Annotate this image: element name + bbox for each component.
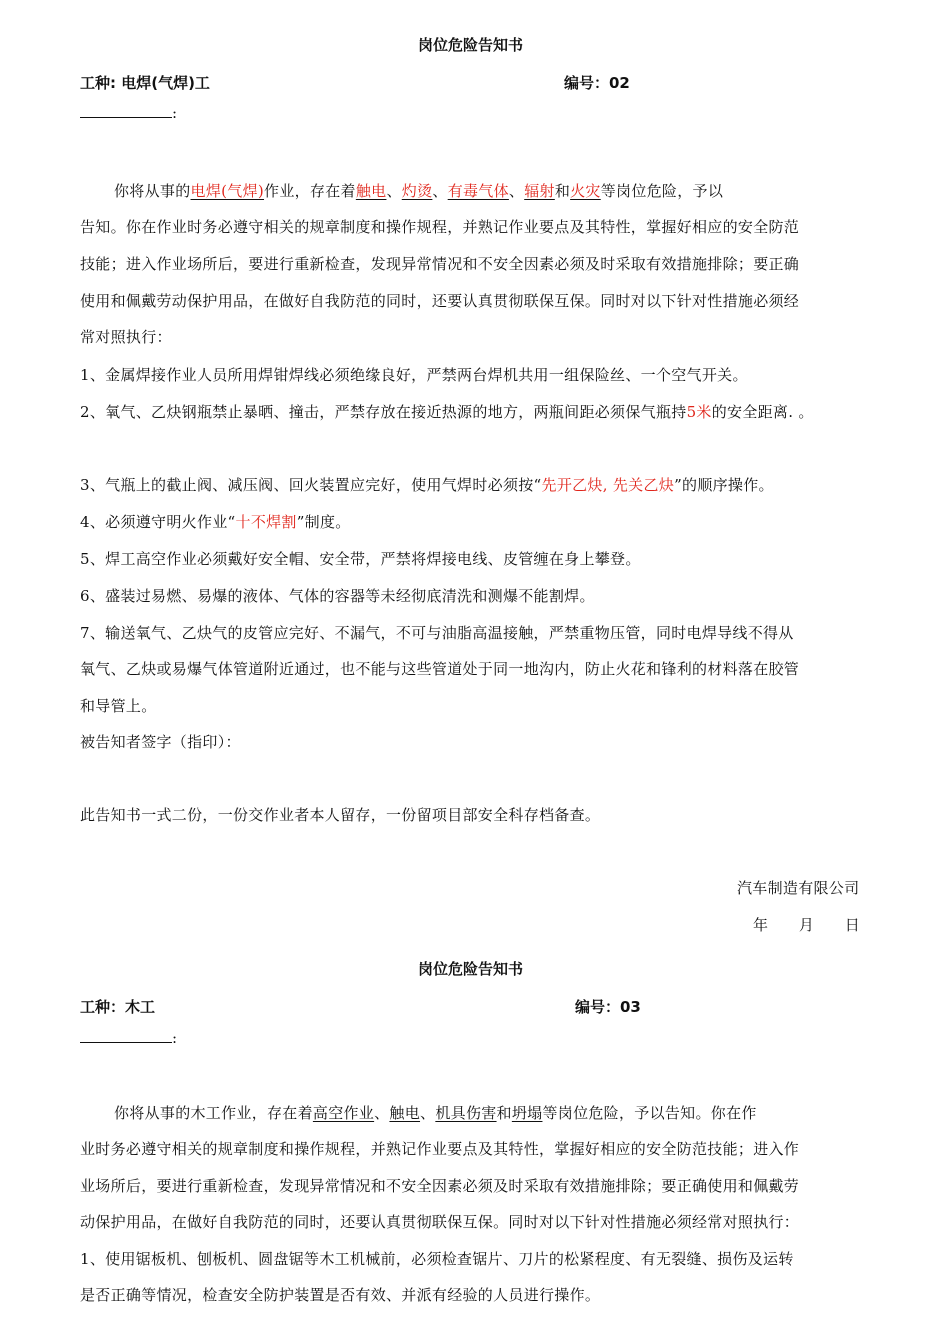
notice1-item6: 6、盛装过易燃、易爆的液体、气体的容器等未经彻底清洗和测爆不能割焊。: [80, 587, 595, 605]
notice2-intro-line3: 业场所后，要进行重新检查，发现异常情况和不安全因素必须及时采取有效措施排除；要正确使用和佩戴劳: [80, 1177, 800, 1195]
conjunction: 和: [554, 182, 571, 200]
item-text: 3、气瓶上的截止阀、减压阀、回火装置应完好，使用气焊时必须按“: [80, 476, 542, 494]
notice1-job-type: 工种: 电焊(气焊)工: [80, 74, 210, 92]
notice1-item3: [80, 474, 774, 495]
notice1-intro-line2: 告知。你在作业时务必遵守相关的规章制度和操作规程，并熟记作业要点及其特性，掌握好相应的安全防范: [80, 218, 800, 236]
hazard-height: 高空作业: [312, 1104, 375, 1122]
intro-text: 等岗位危险，予以: [600, 182, 724, 200]
highlight-rule: 十不焊割: [235, 513, 297, 531]
separator: 、: [508, 182, 525, 200]
notice2-item1-line2: 是否正确等情况，检查安全防护装置是否有效、并派有经验的人员进行操作。: [80, 1286, 601, 1304]
intro-text: 等岗位危险，予以告知。你在作: [542, 1104, 757, 1122]
notice1-name-blank: [80, 103, 177, 122]
notice2-title: 岗位危险告知书: [418, 960, 524, 978]
intro-text: 你将从事的木工作业，存在着: [114, 1104, 313, 1122]
notice1-item7-line2: 氧气、乙炔或易爆气体管道附近通过，也不能与这些管道处于同一地沟内，防止火花和锋利的材料落在胶管: [80, 660, 800, 678]
hazard-electric-shock: 触电: [389, 1104, 421, 1122]
separator: 、: [374, 1104, 390, 1122]
separator: 、: [420, 1104, 436, 1122]
intro-text: 作业，存在着: [264, 182, 356, 200]
notice1-item4: [80, 511, 351, 532]
notice1-item7-line1: 7、输送氧气、乙炔气的皮管应完好、不漏气，不可与油脂高温接触，严禁重物压管，同时电焊导线不得从: [80, 624, 794, 642]
item-text: 的安全距离. 。: [711, 403, 814, 421]
separator: 、: [432, 182, 448, 200]
notice2-intro-line1: [114, 1102, 757, 1123]
conjunction: 和: [496, 1104, 512, 1122]
item-text: ”的顺序操作。: [674, 476, 774, 494]
notice2-intro-line2: 业时务必遵守相关的规章制度和操作规程，并熟记作业要点及其特性，掌握好相应的安全防范技能；进入作: [80, 1140, 800, 1158]
highlight-distance: 5米: [686, 403, 712, 421]
notice2-item1-line1: 1、使用锯板机、刨板机、圆盘锯等木工机械前，必须检查锯片、刀片的松紧程度、有无裂缝、损伤及运转: [80, 1250, 794, 1268]
intro-text: 你将从事的: [114, 182, 191, 200]
blank-line: [80, 103, 172, 118]
hazard-burn: 灼烫: [401, 182, 433, 200]
notice2-name-blank: [80, 1028, 177, 1047]
highlight-procedure: 先开乙炔, 先关乙炔: [541, 476, 675, 494]
notice1-item1: 1、金属焊接作业人员所用焊钳焊线必须绝缘良好，严禁两台焊机共用一组保险丝、一个空气开关。: [80, 366, 748, 384]
item-text: 2、氧气、乙炔钢瓶禁止暴晒、撞击，严禁存放在接近热源的地方，两瓶间距必须保气瓶持: [80, 403, 687, 421]
notice1-number: 编号：02: [564, 74, 630, 92]
separator: 、: [386, 182, 402, 200]
notice2-intro-line4: 动保护用品，在做好自我防范的同时，还要认真贯彻联保互保。同时对以下针对性措施必须经常对照执行：: [80, 1213, 800, 1231]
blank-suffix: :: [172, 104, 178, 122]
hazard-machine-injury: 机具伤害: [435, 1104, 497, 1122]
hazard-toxic-gas: 有毒气体: [447, 182, 509, 200]
item-text: ”制度。: [296, 513, 351, 531]
hazard-radiation: 辐射: [524, 182, 555, 200]
hazard-collapse: 坍塌: [511, 1104, 543, 1122]
notice1-signature: 被告知者签字（指印）：: [80, 733, 241, 751]
hazard-fire: 火灾: [570, 182, 601, 200]
notice1-item5: 5、焊工高空作业必须戴好安全帽、安全带，严禁将焊接电线、皮管缠在身上攀登。: [80, 550, 641, 568]
job-name: 电焊(气焊): [190, 182, 265, 200]
notice1-item7-line3: 和导管上。: [80, 697, 157, 715]
notice1-copies: 此告知书一式二份，一份交作业者本人留存，一份留项目部安全科存档备查。: [80, 806, 601, 824]
notice1-item2: [80, 401, 814, 422]
notice1-company: 汽车制造有限公司: [737, 879, 860, 897]
notice1-intro-line1: [114, 180, 723, 201]
notice2-number: 编号：03: [575, 998, 641, 1016]
notice1-date: 年 月 日: [753, 916, 861, 934]
blank-suffix: :: [172, 1029, 178, 1047]
blank-line: [80, 1028, 172, 1043]
notice2-job-type: 工种：木工: [80, 998, 156, 1016]
notice1-title: 岗位危险告知书: [418, 36, 524, 54]
item-text: 4、必须遵守明火作业“: [80, 513, 236, 531]
notice1-intro-line5: 常对照执行：: [80, 328, 172, 346]
notice1-intro-line3: 技能；进入作业场所后，要进行重新检查，发现异常情况和不安全因素必须及时采取有效措施排除；要正确: [80, 255, 800, 273]
hazard-electric-shock: 触电: [355, 182, 387, 200]
notice1-intro-line4: 使用和佩戴劳动保护用品，在做好自我防范的同时，还要认真贯彻联保互保。同时对以下针对性措施必须经: [80, 292, 800, 310]
